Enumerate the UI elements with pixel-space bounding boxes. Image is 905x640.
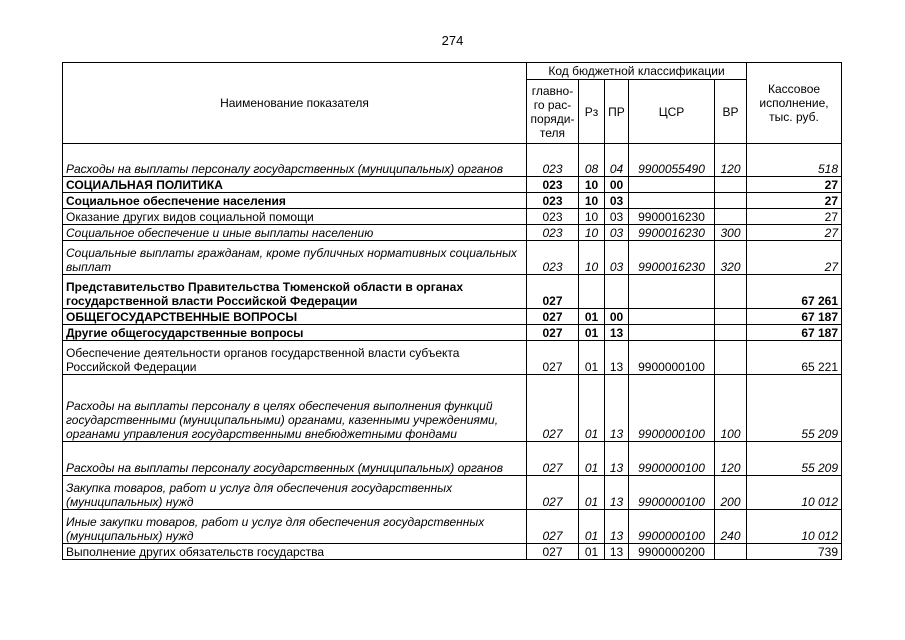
cell-pr: 13 [605, 375, 629, 442]
cell-glav: 027 [527, 510, 579, 544]
table-row [63, 510, 842, 544]
table-body [63, 144, 842, 560]
table-row [63, 177, 842, 193]
table-row [63, 193, 842, 209]
cell-glav: 027 [527, 341, 579, 375]
cell-glav: 023 [527, 144, 579, 177]
cell-vr: 120 [715, 442, 747, 476]
cell-glav: 023 [527, 241, 579, 275]
cell-pr: 13 [605, 476, 629, 510]
cell-pr: 03 [605, 241, 629, 275]
cell-vr: 120 [715, 144, 747, 177]
cell-csr: 9900055490 [629, 144, 715, 177]
cell-rz: 10 [579, 177, 605, 193]
cell-amount: 10 012 [747, 510, 842, 544]
cell-rz: 01 [579, 442, 605, 476]
cell-name: Иные закупки товаров, работ и услуг для обеспечения государственных (муниципальных) нужд [63, 510, 527, 544]
cell-pr: 03 [605, 193, 629, 209]
table-row [63, 375, 842, 442]
cell-csr [629, 177, 715, 193]
table-row [63, 476, 842, 510]
cell-csr: 9900000100 [629, 375, 715, 442]
cell-name: Социальные выплаты гражданам, кроме публичных нормативных социальных выплат [63, 241, 527, 275]
cell-glav: 027 [527, 476, 579, 510]
cell-amount: 27 [747, 241, 842, 275]
table-header [63, 63, 842, 144]
cell-glav: 023 [527, 225, 579, 241]
cell-name: Оказание других видов социальной помощи [63, 209, 527, 225]
cell-vr: 200 [715, 476, 747, 510]
cell-name: ОБЩЕГОСУДАРСТВЕННЫЕ ВОПРОСЫ [63, 309, 527, 325]
table-row [63, 442, 842, 476]
cell-name: Представительство Правительства Тюменской области в органах государственной власти Российской Федерации [63, 275, 527, 309]
header-rz: Рз [579, 80, 605, 144]
cell-csr: 9900000100 [629, 476, 715, 510]
cell-vr [715, 309, 747, 325]
cell-glav: 027 [527, 544, 579, 560]
cell-pr: 13 [605, 510, 629, 544]
cell-pr: 03 [605, 209, 629, 225]
cell-amount: 67 261 [747, 275, 842, 309]
cell-vr: 240 [715, 510, 747, 544]
cell-glav: 023 [527, 209, 579, 225]
header-code-group: Код бюджетной классификации [527, 63, 747, 80]
cell-vr [715, 275, 747, 309]
cell-glav: 023 [527, 177, 579, 193]
cell-vr [715, 325, 747, 341]
cell-amount: 27 [747, 209, 842, 225]
cell-pr: 03 [605, 225, 629, 241]
cell-vr [715, 177, 747, 193]
cell-vr [715, 209, 747, 225]
cell-glav: 027 [527, 275, 579, 309]
cell-csr: 9900000100 [629, 510, 715, 544]
cell-pr: 04 [605, 144, 629, 177]
table-row [63, 544, 842, 560]
table-row [63, 325, 842, 341]
cell-amount: 27 [747, 177, 842, 193]
table-row [63, 241, 842, 275]
cell-rz: 10 [579, 225, 605, 241]
cell-csr: 9900000200 [629, 544, 715, 560]
cell-amount: 67 187 [747, 325, 842, 341]
cell-rz: 01 [579, 510, 605, 544]
table-row [63, 209, 842, 225]
cell-csr: 9900016230 [629, 241, 715, 275]
cell-name: Социальное обеспечение населения [63, 193, 527, 209]
cell-rz: 01 [579, 375, 605, 442]
cell-csr: 9900000100 [629, 442, 715, 476]
cell-csr: 9900016230 [629, 225, 715, 241]
cell-glav: 027 [527, 375, 579, 442]
cell-name: Социальное обеспечение и иные выплаты населению [63, 225, 527, 241]
header-csr: ЦСР [629, 80, 715, 144]
cell-csr [629, 275, 715, 309]
cell-amount: 55 209 [747, 375, 842, 442]
cell-vr [715, 341, 747, 375]
table-row [63, 144, 842, 177]
cell-vr [715, 193, 747, 209]
table-row [63, 225, 842, 241]
cell-pr: 00 [605, 309, 629, 325]
cell-rz: 01 [579, 341, 605, 375]
cell-rz: 10 [579, 241, 605, 275]
cell-glav: 027 [527, 442, 579, 476]
header-amount: Кассовое исполнение, тыс. руб. [747, 63, 842, 144]
budget-table [62, 62, 842, 560]
cell-glav: 027 [527, 309, 579, 325]
cell-name: Другие общегосударственные вопросы [63, 325, 527, 341]
cell-name: Выполнение других обязательств государства [63, 544, 527, 560]
header-pr: ПР [605, 80, 629, 144]
table-row [63, 275, 842, 309]
cell-pr: 00 [605, 177, 629, 193]
cell-amount: 27 [747, 225, 842, 241]
header-name: Наименование показателя [63, 63, 527, 144]
cell-name: Расходы на выплаты персоналу в целях обеспечения выполнения функций государственными (муниципальными) органами, казенными учреждениями, органами управления государственными внебюджетными фондами [63, 375, 527, 442]
cell-rz: 01 [579, 544, 605, 560]
cell-csr [629, 193, 715, 209]
cell-csr: 9900016230 [629, 209, 715, 225]
header-vr: ВР [715, 80, 747, 144]
cell-rz: 08 [579, 144, 605, 177]
cell-pr: 13 [605, 341, 629, 375]
cell-amount: 55 209 [747, 442, 842, 476]
cell-rz: 01 [579, 476, 605, 510]
cell-name: Закупка товаров, работ и услуг для обеспечения государственных (муниципальных) нужд [63, 476, 527, 510]
header-glav: главно-го рас-поряди-теля [527, 80, 579, 144]
cell-amount: 67 187 [747, 309, 842, 325]
cell-name: Обеспечение деятельности органов государственной власти субъекта Российской Федерации [63, 341, 527, 375]
cell-amount: 65 221 [747, 341, 842, 375]
cell-pr: 13 [605, 325, 629, 341]
cell-vr: 320 [715, 241, 747, 275]
cell-glav: 027 [527, 325, 579, 341]
cell-rz [579, 275, 605, 309]
table-row [63, 309, 842, 325]
cell-pr: 13 [605, 442, 629, 476]
cell-rz: 10 [579, 209, 605, 225]
cell-pr: 13 [605, 544, 629, 560]
cell-rz: 10 [579, 193, 605, 209]
cell-rz: 01 [579, 325, 605, 341]
cell-vr: 100 [715, 375, 747, 442]
cell-name: Расходы на выплаты персоналу государственных (муниципальных) органов [63, 442, 527, 476]
cell-csr [629, 309, 715, 325]
cell-csr: 9900000100 [629, 341, 715, 375]
cell-amount: 27 [747, 193, 842, 209]
cell-vr: 300 [715, 225, 747, 241]
cell-name: СОЦИАЛЬНАЯ ПОЛИТИКА [63, 177, 527, 193]
cell-pr [605, 275, 629, 309]
cell-name: Расходы на выплаты персоналу государственных (муниципальных) органов [63, 144, 527, 177]
cell-csr [629, 325, 715, 341]
cell-vr [715, 544, 747, 560]
cell-amount: 518 [747, 144, 842, 177]
page-number: 274 [441, 33, 464, 48]
cell-amount: 10 012 [747, 476, 842, 510]
table-row [63, 341, 842, 375]
cell-rz: 01 [579, 309, 605, 325]
cell-amount: 739 [747, 544, 842, 560]
cell-glav: 023 [527, 193, 579, 209]
